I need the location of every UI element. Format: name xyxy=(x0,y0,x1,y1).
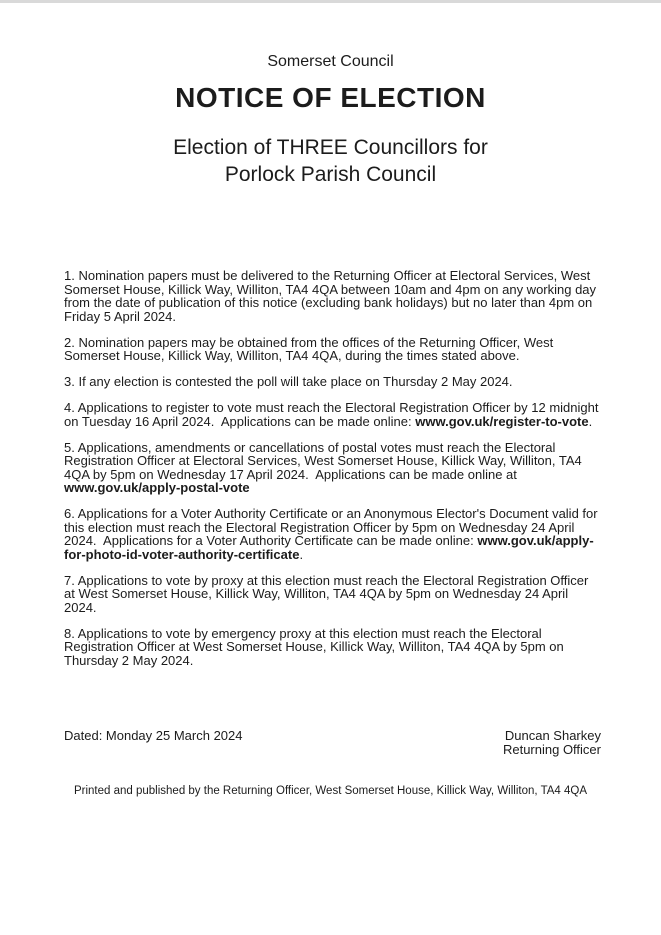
notice-paragraph-6 xyxy=(64,507,601,561)
notice-text-run: . xyxy=(299,546,304,562)
printed-published-line: Printed and published by the Returning Officer, West Somerset House, Killick Way, Williton, TA4 4QA xyxy=(73,785,588,797)
notice-text-run: 5. Applications, amendments or cancellations of postal votes must reach the Electoral Registration Officer at Electoral Services, West Somerset House, Killick Way, Williton, TA4 4QA by 5pm on Wednesday 17 April 2024. Applications can be made online at xyxy=(64,439,586,482)
notice-text-run: 7. Applications to vote by proxy at this election must reach the Electoral Registration Officer at West Somerset House, Killick Way, Williton, TA4 4QA by 5pm on Wednesday 24 April 2024. xyxy=(64,572,592,615)
notice-title: NOTICE OF ELECTION xyxy=(175,82,486,113)
officer-title: Returning Officer xyxy=(502,742,601,757)
signature-block xyxy=(503,729,601,757)
election-subtitle-line2: Porlock Parish Council xyxy=(224,163,437,186)
council-name: Somerset Council xyxy=(267,53,394,70)
notice-paragraph-2 xyxy=(64,336,601,363)
dated-line: Dated: Monday 25 March 2024 xyxy=(64,728,243,743)
notice-url-bold: www.gov.uk/apply-for-photo-id-voter-authority-certificate xyxy=(64,533,594,562)
notice-page xyxy=(0,52,661,798)
notice-text-run: 8. Applications to vote by emergency proxy at this election must reach the Electoral Registration Officer at West Somerset House, Killick Way, Williton, TA4 4QA by 5pm on Thursday 2 May 2024. xyxy=(64,625,568,668)
notice-text-run: 4. Applications to register to vote must reach the Electoral Registration Officer by 12 midnight on Tuesday 16 April 2024. Applications can be made online: xyxy=(64,400,603,429)
notice-text-run: 6. Applications for a Voter Authority Certificate or an Anonymous Elector's Document valid for this election must reach the Electoral Registration Officer by 5pm on Wednesday 24 April 2024. Applications for a Voter Authority Certificate can be made online: xyxy=(64,506,602,548)
officer-name: Duncan Sharkey xyxy=(504,728,601,743)
notice-paragraph-5 xyxy=(64,441,601,495)
election-subtitle xyxy=(0,134,661,188)
notice-url-bold: www.gov.uk/apply-postal-vote xyxy=(64,480,250,495)
notice-paragraph-4 xyxy=(64,401,601,428)
footer-row xyxy=(64,729,601,757)
notice-paragraph-7 xyxy=(64,574,601,615)
page-top-edge xyxy=(0,0,661,3)
notice-text-run: 1. Nomination papers must be delivered to the Returning Officer at Electoral Services, West Somerset House, Killick Way, Williton, TA4 4QA between 10am and 4pm on any working day from the date of publication of this notice (excluding bank holidays) but no later than 4pm on Friday 5 April 2024. xyxy=(64,268,600,324)
notice-paragraphs xyxy=(64,269,601,667)
notice-paragraph-8 xyxy=(64,627,601,668)
notice-text-run: 2. Nomination papers may be obtained from the offices of the Returning Officer, West Somerset House, Killick Way, Williton, TA4 4QA, during the times stated above. xyxy=(64,334,557,363)
notice-text-run: . xyxy=(588,413,593,429)
notice-text-run: 3. If any election is contested the poll will take place on Thursday 2 May 2024. xyxy=(64,374,513,389)
notice-url-bold: www.gov.uk/register-to-vote xyxy=(415,413,589,429)
election-subtitle-line1: Election of THREE Councillors for xyxy=(173,136,488,159)
notice-paragraph-3 xyxy=(64,375,601,389)
notice-paragraph-1 xyxy=(64,269,601,323)
